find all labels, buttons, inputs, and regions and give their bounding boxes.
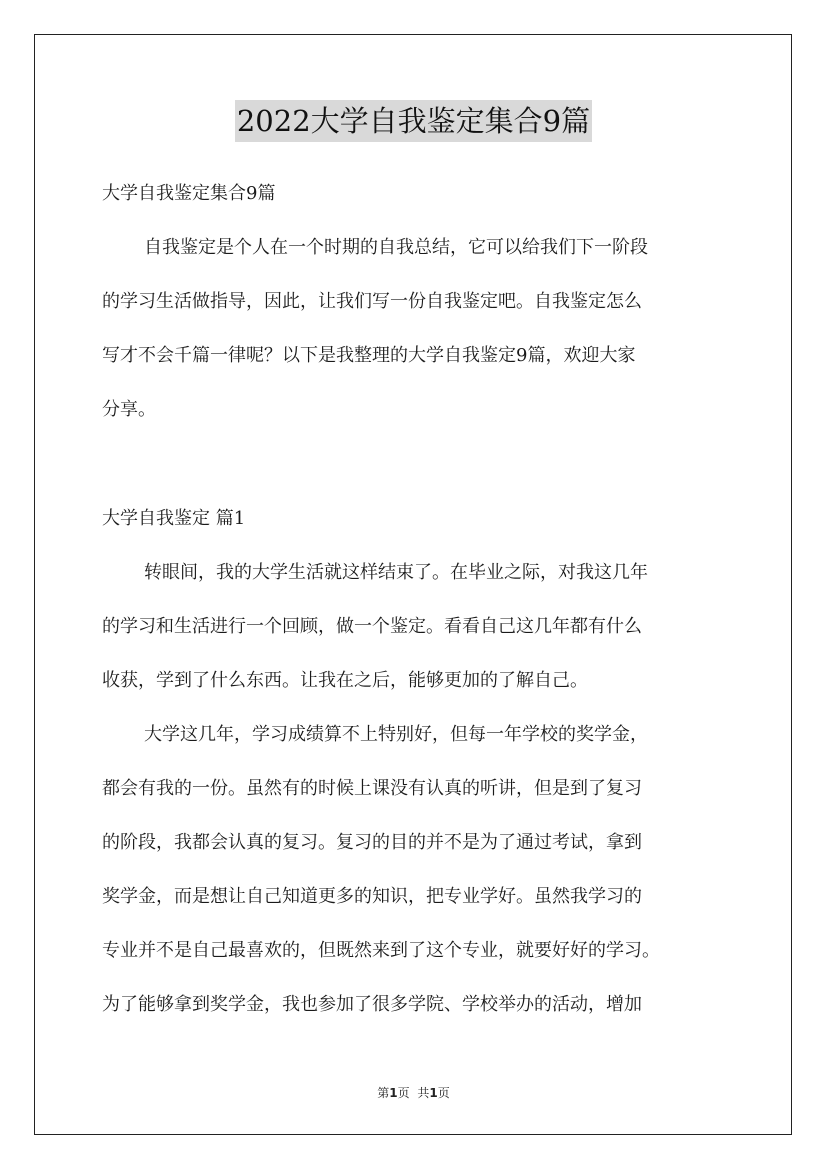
paragraph-line: 的学习和生活进行一个回顾，做一个鉴定。看看自己这几年都有什么 xyxy=(102,616,642,637)
paragraph-line: 奖学金，而是想让自己知道更多的知识，把专业学好。虽然我学习的 xyxy=(102,886,642,907)
title-container xyxy=(0,100,827,142)
footer-page-prefix: 第 xyxy=(377,1086,390,1100)
paragraph-line: 为了能够拿到奖学金，我也参加了很多学院、学校举办的活动，增加 xyxy=(102,994,642,1015)
paragraph-line: 自我鉴定是个人在一个时期的自我总结，它可以给我们下一阶段 xyxy=(144,237,648,258)
paragraph-line: 都会有我的一份。虽然有的时候上课没有认真的听讲，但是到了复习 xyxy=(102,778,642,799)
document-subtitle: 大学自我鉴定集合9篇 xyxy=(102,183,276,204)
footer-page-unit: 页 xyxy=(397,1086,410,1100)
footer-total-unit: 页 xyxy=(437,1086,450,1100)
footer-page-current: 1 xyxy=(389,1086,398,1100)
paragraph-line: 写才不会千篇一律呢？以下是我整理的大学自我鉴定9篇，欢迎大家 xyxy=(102,345,636,366)
footer-page-total: 1 xyxy=(429,1086,438,1100)
paragraph-line: 收获，学到了什么东西。让我在之后，能够更加的了解自己。 xyxy=(102,670,588,691)
paragraph-line: 专业并不是自己最喜欢的，但既然来到了这个专业，就要好好的学习。 xyxy=(102,940,660,961)
page-footer xyxy=(0,1084,827,1101)
paragraph-line: 的学习生活做指导，因此，让我们写一份自我鉴定吧。自我鉴定怎么 xyxy=(102,291,642,312)
paragraph-line: 转眼间，我的大学生活就这样结束了。在毕业之际，对我这几年 xyxy=(144,562,648,583)
paragraph-line: 分享。 xyxy=(102,399,156,420)
section-heading: 大学自我鉴定 篇1 xyxy=(102,508,246,529)
paragraph-line: 的阶段，我都会认真的复习。复习的目的并不是为了通过考试，拿到 xyxy=(102,832,642,853)
document-title: 2022大学自我鉴定集合9篇 xyxy=(235,100,592,142)
paragraph-line: 大学这几年，学习成绩算不上特别好，但每一年学校的奖学金， xyxy=(144,724,648,745)
footer-total-prefix: 共 xyxy=(417,1086,430,1100)
